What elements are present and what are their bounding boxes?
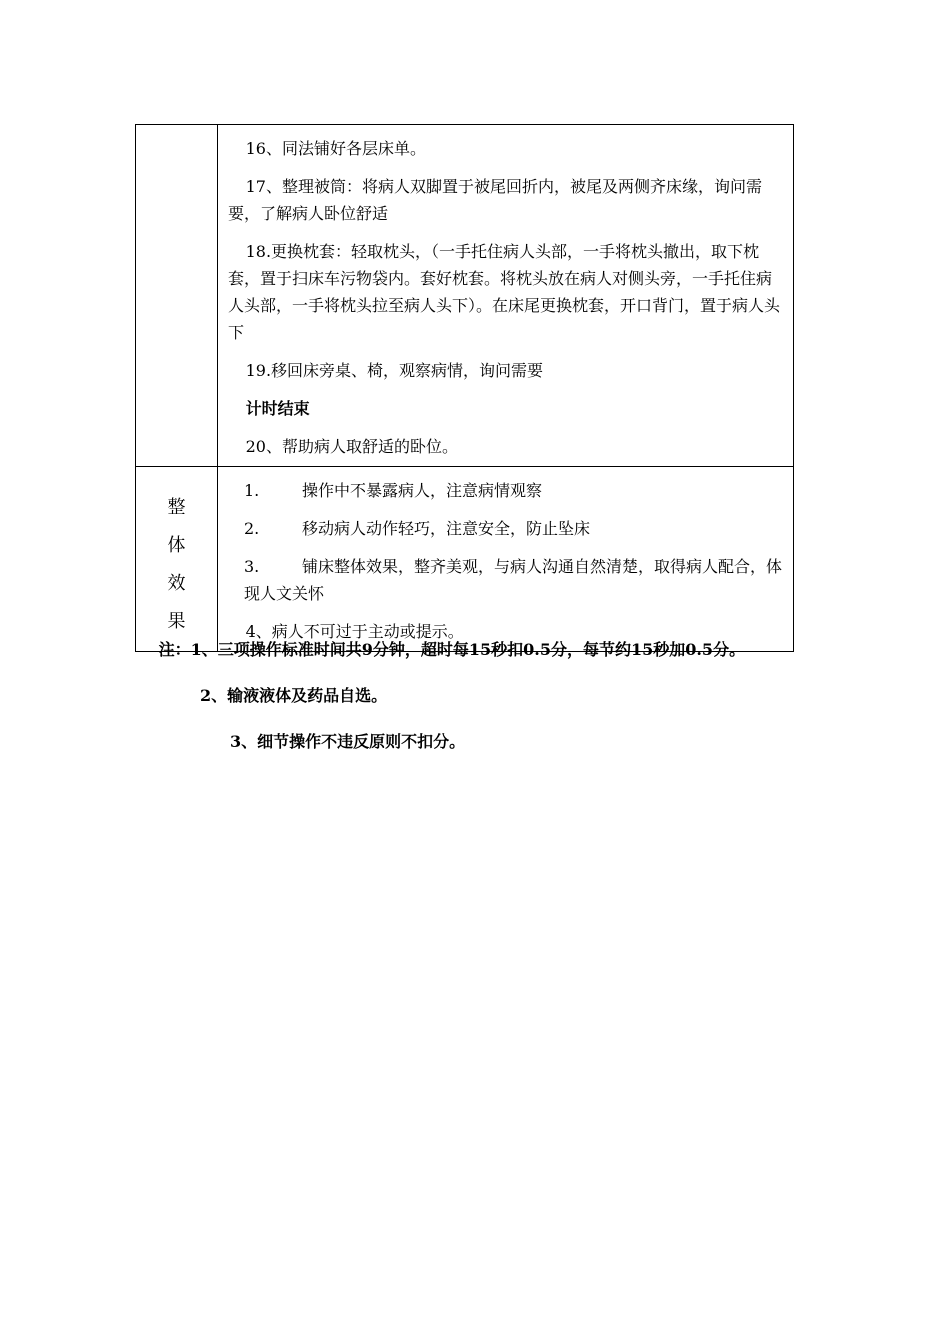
item-number: 3.: [244, 557, 260, 576]
note-1: 注：1、三项操作标准时间共9分钟，超时每15秒扣0.5分，每节约15秒加0.5分。: [158, 640, 746, 659]
notes-section: [145, 636, 815, 756]
overall-item-1: [228, 477, 787, 504]
step-16: 16、同法铺好各层床单。: [245, 139, 426, 158]
note-2: 2、输液液体及药品自选。: [200, 686, 388, 705]
overall-effect-content-cell: [218, 467, 794, 652]
label-char: 效: [167, 573, 186, 594]
overall-item-2: [228, 515, 787, 542]
note-3: 3、细节操作不违反原则不扣分。: [230, 732, 466, 751]
procedure-table: [135, 124, 794, 652]
step-19: 19.移回床旁桌、椅，观察病情，询问需要: [245, 361, 544, 380]
overall-effect-label: [136, 467, 217, 641]
steps-content-cell: [218, 125, 794, 467]
item-text: 移动病人动作轻巧，注意安全，防止坠床: [302, 519, 591, 538]
item-text: 操作中不暴露病人，注意病情观察: [302, 481, 543, 500]
item-number: 1.: [244, 481, 260, 500]
step-18: 18.更换枕套：轻取枕头，（一手托住病人头部，一手将枕头撤出，取下枕套，置于扫床车污物袋内。套好枕套。将枕头放在病人对侧头旁，一手托住病人头部，一手将枕头拉至病人头下）。在床尾更换枕套，开口背门，置于病人头下: [228, 242, 781, 342]
overall-effect-label-cell: [136, 467, 218, 652]
timing-end-label: 计时结束: [245, 399, 310, 418]
steps-label-cell: [136, 125, 218, 467]
label-char: 体: [167, 535, 186, 556]
label-char: 整: [167, 497, 186, 518]
item-number: 2.: [244, 519, 260, 538]
overall-item-3: [228, 553, 787, 607]
label-char: 果: [167, 611, 186, 632]
step-20: 20、帮助病人取舒适的卧位。: [245, 437, 458, 456]
overall-effect-row: [136, 467, 794, 652]
overall-item-4: 4、病人不可过于主动或提示。: [245, 622, 464, 641]
step-17: 17、整理被筒：将病人双脚置于被尾回折内，被尾及两侧齐床缘，询问需要，了解病人卧位舒适: [228, 177, 762, 223]
item-text: 铺床整体效果，整齐美观，与病人沟通自然清楚，取得病人配合，体现人文关怀: [244, 557, 783, 603]
steps-row: [136, 125, 794, 467]
